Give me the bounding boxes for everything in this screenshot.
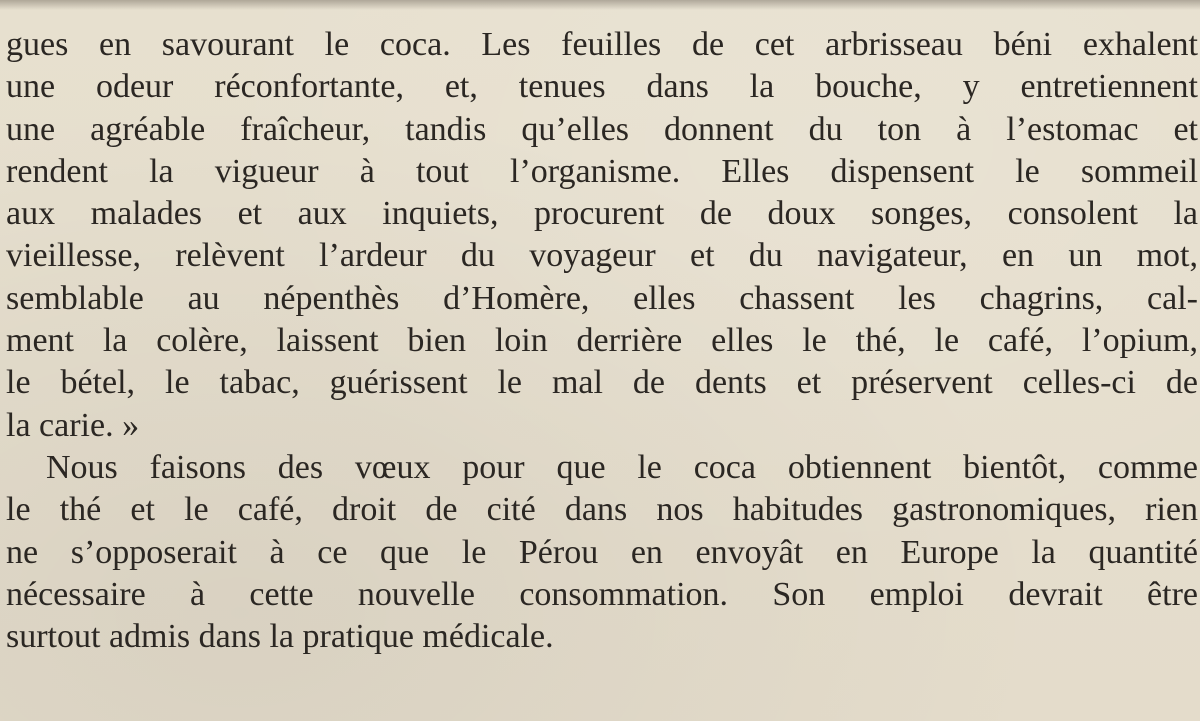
- text-line: une agréable fraîcheur, tandis qu’elles donnent du ton à l’estomac et: [6, 110, 1198, 148]
- text-line: gues en savourant le coca. Les feuilles de cet arbrisseau béni exhalent: [6, 26, 1198, 63]
- page-edge-shadow: [0, 0, 1200, 10]
- paragraph-conclusion: [6, 447, 1198, 658]
- text-line: aux malades et aux inquiets, procurent de doux songes, consolent la: [6, 195, 1198, 233]
- text-line: ment la colère, laissent bien loin derrière elles le thé, le café, l’opium,: [6, 322, 1198, 360]
- text-line: semblable au népenthès d’Homère, elles chassent les chagrins, cal-: [6, 279, 1198, 317]
- text-line: une odeur réconfortante, et, tenues dans la bouche, y entretiennent: [6, 68, 1198, 106]
- text-line: surtout admis dans la pratique médicale.: [6, 618, 554, 656]
- text-line: la carie. »: [6, 406, 140, 444]
- body-text: [6, 24, 1198, 658]
- text-line: rendent la vigueur à tout l’organisme. Elles dispensent le sommeil: [6, 152, 1198, 190]
- text-line: le thé et le café, droit de cité dans nos habitudes gastronomiques, rien: [6, 491, 1198, 529]
- text-line: ne s’opposerait à ce que le Pérou en envoyât en Europe la quantité: [6, 533, 1198, 571]
- text-line: le bétel, le tabac, guérissent le mal de dents et préservent celles-ci de: [6, 364, 1198, 402]
- paragraph-quote: [6, 24, 1198, 447]
- text-line: vieillesse, relèvent l’ardeur du voyageur et du navigateur, en un mot,: [6, 237, 1198, 275]
- text-line: Nous faisons des vœux pour que le coca obtiennent bientôt, comme: [46, 448, 1198, 486]
- text-line: nécessaire à cette nouvelle consommation. Son emploi devrait être: [6, 575, 1198, 613]
